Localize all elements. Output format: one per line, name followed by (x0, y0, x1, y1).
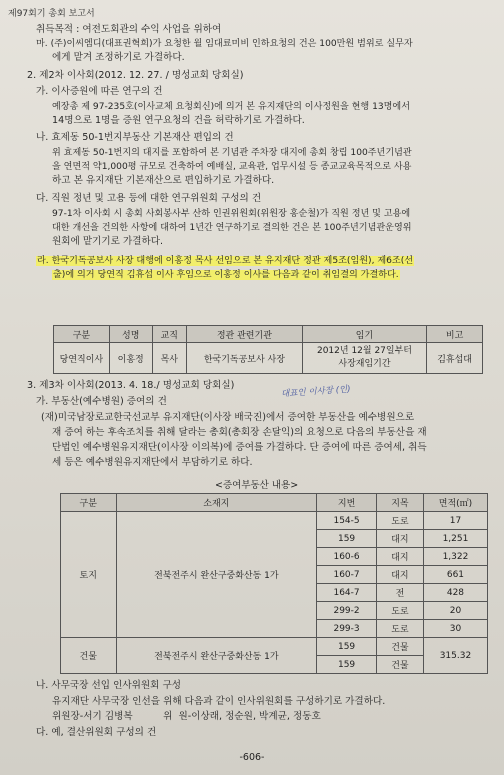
table-cell: 도로 (376, 512, 423, 530)
handwritten-note: 대표인 이사장 (인) (280, 384, 351, 400)
table-cell: 20 (423, 602, 487, 620)
land-address-cell: 전북전주시 완산구중화산동 1가 (116, 512, 317, 638)
table-header-cell: 성명 (109, 326, 152, 343)
text-line: 재 증여 하는 후속조치를 취해 달라는 총회(총회장 손달익)의 요청으로 다음의 부동산을 재 (52, 427, 427, 438)
term-line: 사장재임기간 (338, 359, 391, 369)
table-cell: 1,322 (423, 548, 487, 566)
table-cell: 154-5 (317, 512, 377, 530)
table-header-cell: 정관 관련기관 (186, 326, 302, 343)
table-cell: 도로 (376, 620, 423, 638)
table-cell: 이홍정 (109, 343, 152, 374)
table-header-cell: 지번 (317, 494, 377, 512)
item-heading: 가. 이사증원에 따른 연구의 건 (36, 86, 163, 97)
director-table (53, 325, 483, 374)
table-cell: 건물 (376, 638, 423, 656)
page-header: 제97회기 총회 보고서 (8, 9, 95, 19)
table-cell: 도로 (376, 602, 423, 620)
table-cell: 대지 (376, 530, 423, 548)
table-cell: 목사 (152, 343, 186, 374)
table-cell: 164-7 (317, 584, 377, 602)
term-line: 2012년 12월 27일부터 (316, 346, 412, 356)
table-cell: 1,251 (423, 530, 487, 548)
table-header-cell: 소재지 (116, 494, 317, 512)
text-line: 위원장-서기 김병복 위 원-이상래, 정순원, 박계균, 정동호 (52, 711, 321, 722)
table-header-cell: 구분 (61, 494, 117, 512)
text-line: 유지재단 사무국장 인선을 위해 다음과 같이 인사위원회를 구성하기로 가결하다. (52, 696, 386, 707)
building-area-cell: 315.32 (423, 638, 487, 674)
table-cell: 299-2 (317, 602, 377, 620)
table-header-cell: 면적(㎡) (423, 494, 487, 512)
text-line: 예장총 제 97-235호(이사교체 요청회신)에 의거 본 유지재단의 이사정원을 현행 13명에서 (52, 102, 410, 112)
text-line: 을 연면적 약1,000평 규모로 건축하여 예배실, 교육관, 업무시설 등 종교교육목적으로 사용 (52, 162, 412, 172)
table-cell: 159 (317, 638, 377, 656)
item-heading: 나. 효제동 50-1번지부동산 기본재산 편입의 건 (36, 132, 234, 143)
item-heading: 다. 예, 결산위원회 구성의 건 (36, 727, 157, 738)
table-header-cell: 교직 (152, 326, 186, 343)
highlight: 출)에 의거 당연직 김휴섭 이사 후임으로 이홍정 이사를 다음과 같이 취임결의 가결하다. (53, 270, 399, 280)
section-heading: 3. 제3차 이사회(2013. 4. 18./ 명성교회 당회실) (27, 380, 235, 391)
table-header-cell: 지목 (376, 494, 423, 512)
item-heading: 다. 직원 정년 및 고용 등에 대한 연구위원회 구성의 건 (36, 193, 262, 204)
table-cell: 17 (423, 512, 487, 530)
table-cell: 159 (317, 656, 377, 674)
text-line: (재)미국남장로교한국선교부 유지재단(이사장 배국진)에서 증여한 부동산을 예수병원으로 (41, 412, 415, 423)
table-cell: 김휴섭대 (427, 343, 483, 374)
item-heading: 나. 사무국장 선입 인사위원회 구성 (36, 680, 181, 691)
text-line: 취득목적 : 여전도회관의 수익 사업을 위하여 (36, 24, 222, 35)
table-cell: 160-6 (317, 548, 377, 566)
section-heading: 2. 제2차 이사회(2012. 12. 27. / 명성교회 당회실) (27, 70, 244, 81)
text-line: 대한 개선을 건의한 사항에 대하여 1년간 연구하기로 결의한 건은 본 100주년기념관운영위 (52, 223, 412, 233)
table-header-cell: 비고 (427, 326, 483, 343)
text-line: 원회에 맡기기로 가결하다. (52, 236, 164, 247)
highlighted-line (36, 255, 414, 267)
text-line: 마. (주)이씨엠디(대표권혁희)가 요청한 월 임대료미비 인하요청의 건은 100만원 범위로 실무자 (36, 39, 413, 49)
table-cell: 299-3 (317, 620, 377, 638)
text-line: 세 등은 예수병원유지재단에서 부담하기로 하다. (52, 457, 253, 468)
text-line: 14명으로 1명을 증원 연구요청의 건을 허락하기로 가결하다. (52, 115, 305, 126)
building-label-cell: 건물 (61, 638, 117, 674)
table-cell: 전 (376, 584, 423, 602)
table-cell: 661 (423, 566, 487, 584)
text-line: 단법인 예수병원유지재단(이사장 이의복)에 증여를 가결하다. 단 증여에 따른 증여세, 취득 (52, 442, 427, 453)
page-number: -606- (239, 752, 265, 763)
table-cell: 한국기독공보사 사장 (186, 343, 302, 374)
property-table (60, 493, 488, 674)
table-cell: 30 (423, 620, 487, 638)
text-line: 위 효제동 50-1번지의 대지를 포함하여 본 기념관 주차장 대지에 총회 창립 100주년기념관 (52, 148, 412, 158)
text-line: 에게 맡겨 조정하기로 가결하다. (52, 52, 185, 63)
table-cell: 160-7 (317, 566, 377, 584)
highlighted-line (52, 269, 400, 281)
table-cell: 159 (317, 530, 377, 548)
table-header-cell: 구분 (54, 326, 110, 343)
land-label-cell: 토지 (61, 512, 117, 638)
table-cell: 428 (423, 584, 487, 602)
table-header-cell: 임기 (302, 326, 426, 343)
item-heading: 가. 부동산(예수병원) 증여의 건 (36, 396, 167, 407)
text-line: 97-1차 이사회 시 총회 사회봉사부 산하 인권위원회(위원장 홍순철)가 직원 정년 및 고용에 (52, 209, 411, 219)
table-cell: 대지 (376, 548, 423, 566)
table-cell: 대지 (376, 566, 423, 584)
table-caption: <증여부동산 내용> (215, 480, 299, 491)
table-cell: 건물 (376, 656, 423, 674)
table-cell-term (302, 343, 426, 374)
text-line: 하고 본 유지재단 기본재산으로 편입하기로 가결하다. (52, 175, 275, 186)
building-address-cell: 전북전주시 완산구중화산동 1가 (116, 638, 317, 674)
highlight: 라. 한국기독공보사 사장 대행에 이홍정 목사 선임으로 본 유지재단 정관 제5조(임원), 제6조(선 (37, 256, 414, 266)
table-cell: 당연직이사 (54, 343, 110, 374)
